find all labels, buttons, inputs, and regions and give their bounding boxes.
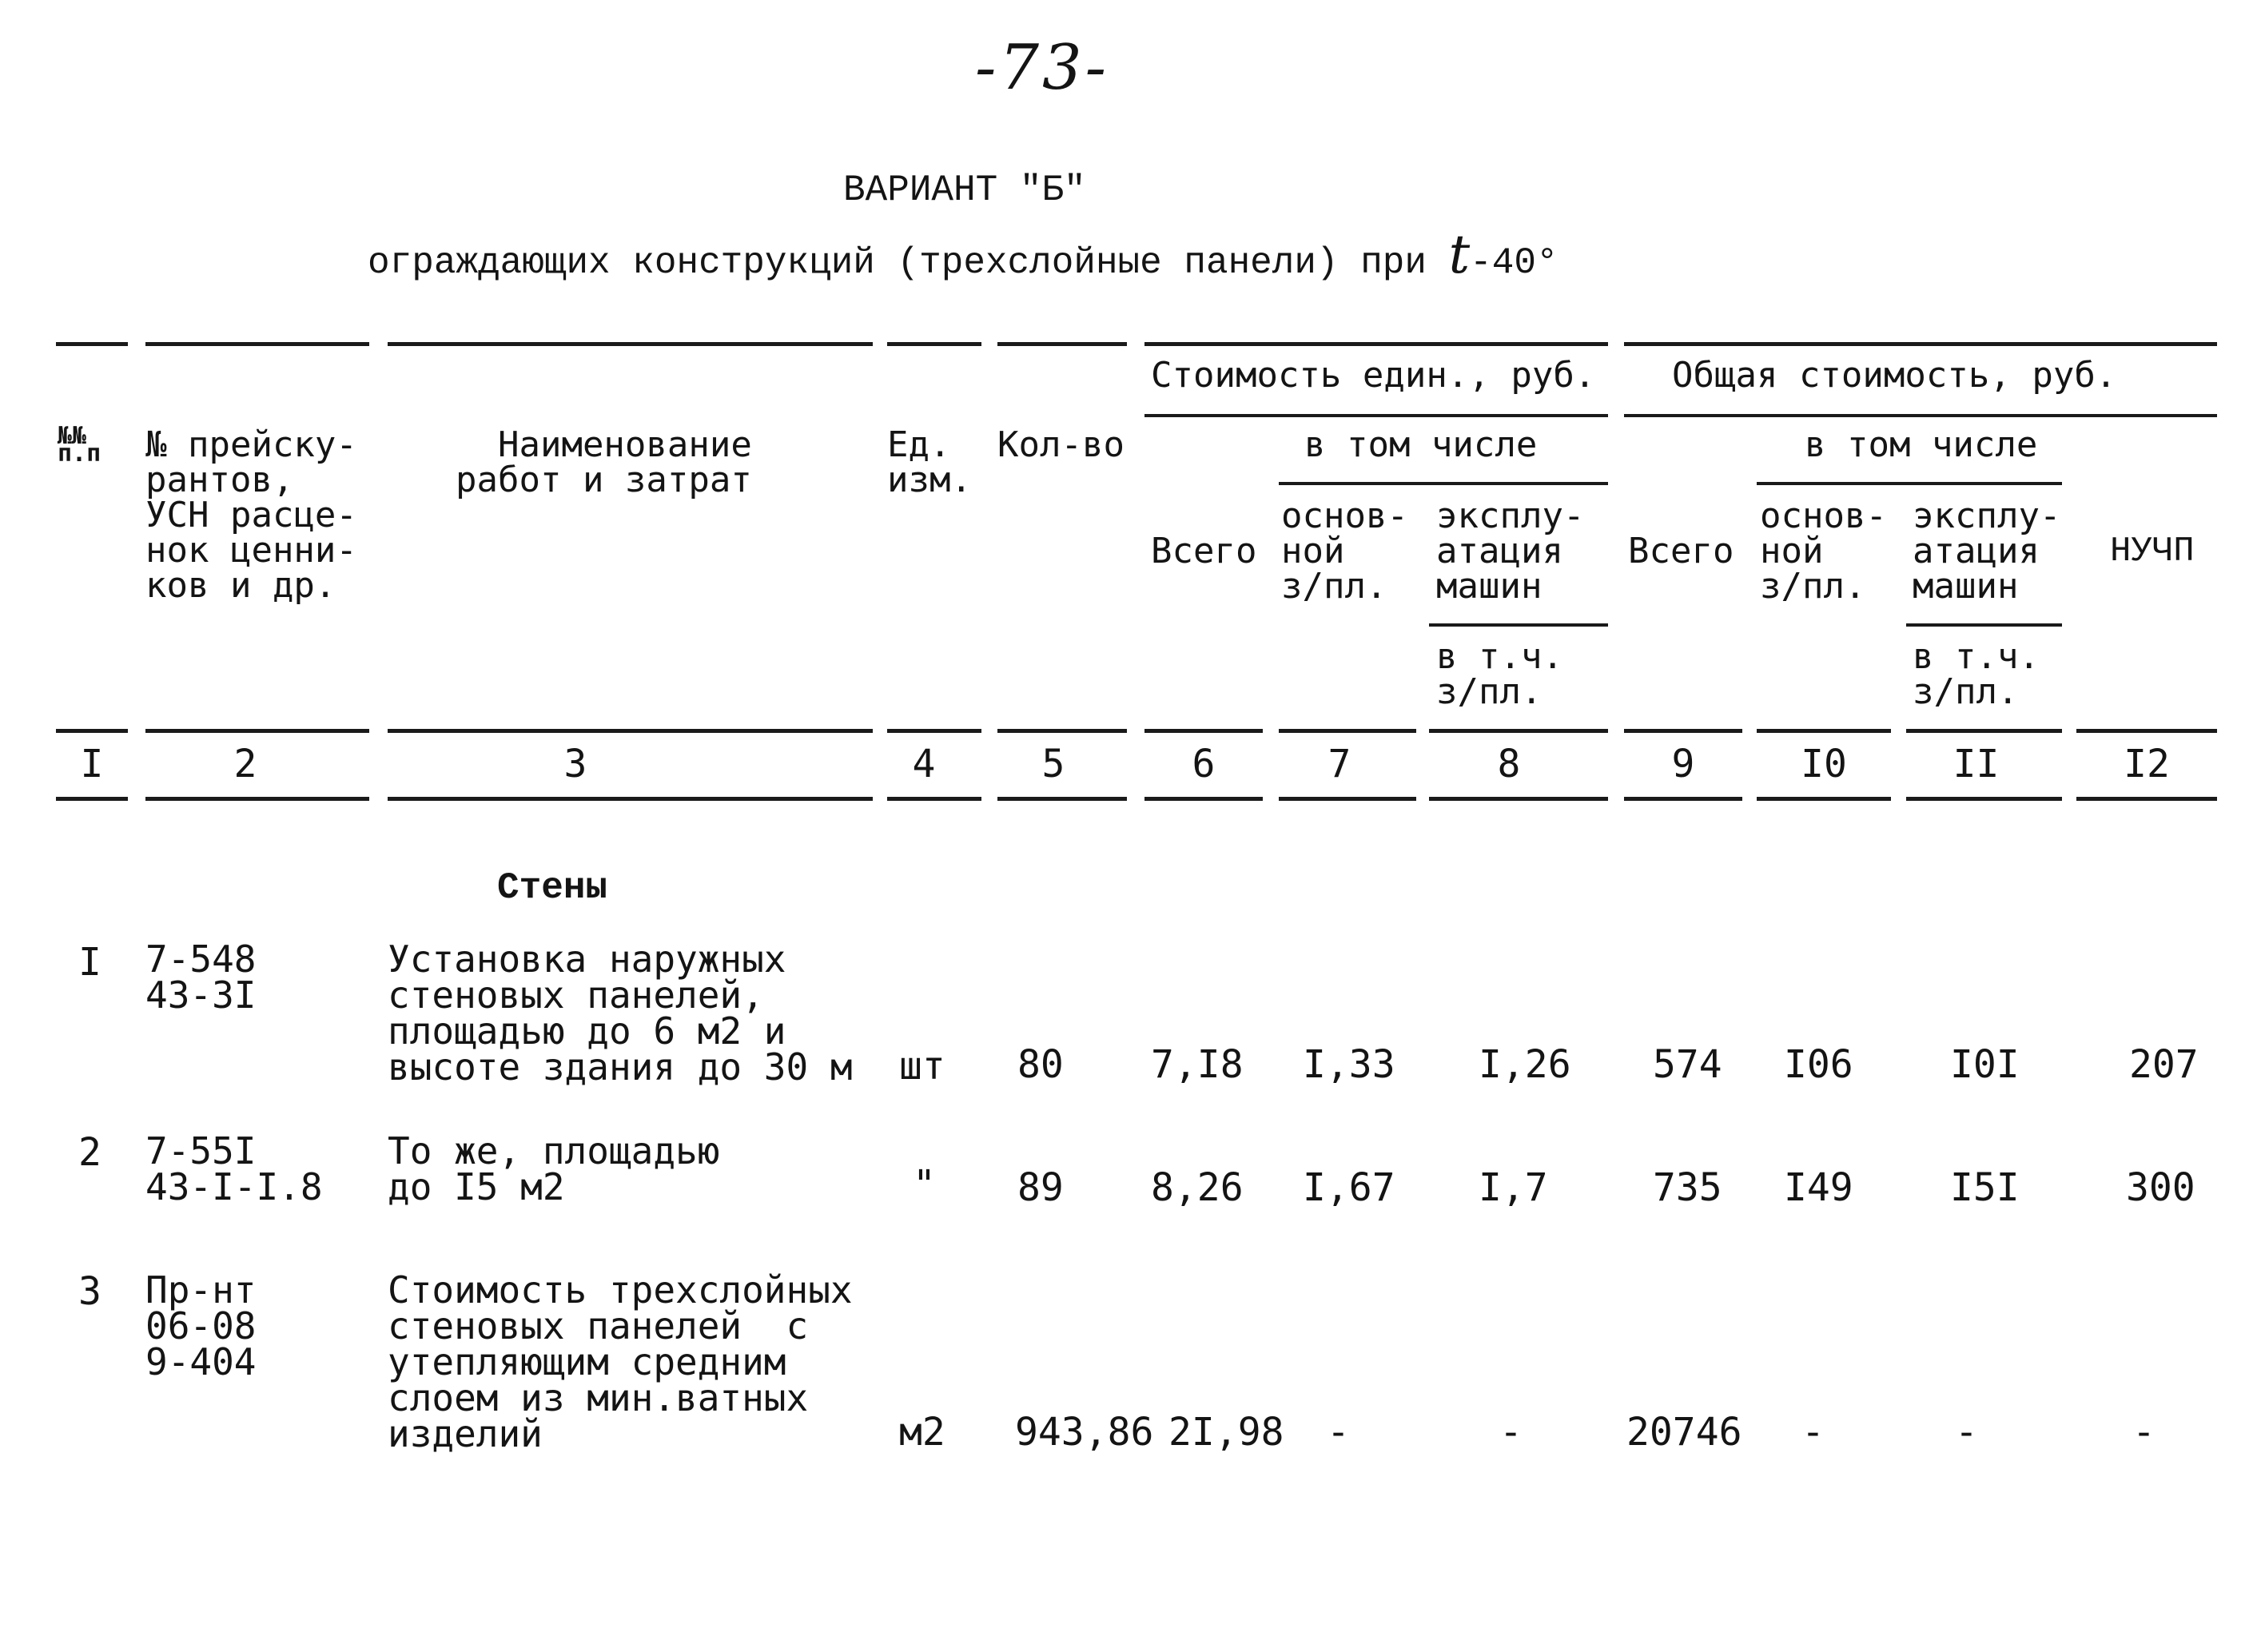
section-title: Стены (497, 867, 608, 909)
column-number: 3 (563, 742, 587, 786)
header-including-2: в том числе (1805, 424, 2038, 465)
row-unit-machines: - (1499, 1410, 1523, 1455)
row-sum-base-pay: I06 (1784, 1042, 1853, 1087)
header-unit: Ед. изм. (887, 424, 972, 500)
header-sum-machines: эксплу- атация машин (1913, 496, 2061, 607)
header-unit-cost: Стоимость един., руб. (1151, 355, 1596, 396)
column-number: I0 (1801, 742, 1847, 786)
row-unit-machines: I,7 (1479, 1165, 1548, 1210)
row-unit-total: 7,I8 (1151, 1042, 1244, 1087)
row-sum-base-pay: - (1801, 1410, 1825, 1455)
header-quantity: Кол-во (997, 424, 1125, 465)
page-number: -73- (975, 32, 1109, 104)
row-price-code: Пр-нт 06-08 9-404 (145, 1268, 257, 1383)
row-sum-machines: I5I (1950, 1165, 2020, 1210)
column-number: 8 (1497, 742, 1521, 786)
row-sum-machines: I0I (1950, 1042, 2020, 1087)
header-total-cost: Общая стоимость, руб. (1672, 355, 2117, 396)
row-unit-machines: I,26 (1479, 1042, 1571, 1087)
row-nuchp: - (2132, 1410, 2156, 1455)
row-sum-total: 574 (1653, 1042, 1722, 1087)
row-unit-total: 2I,98 (1168, 1410, 1284, 1455)
header-sum-total: Всего (1628, 531, 1734, 571)
header-unit-base-pay: основ- ной з/пл. (1281, 496, 1408, 607)
header-unit-machines-pay: в т.ч. з/пл. (1436, 636, 1563, 712)
header-nuchp: НУЧП (2110, 531, 2195, 571)
row-sum-total: 20746 (1626, 1410, 1742, 1455)
column-number: 9 (1671, 742, 1695, 786)
header-sum-machines-pay: в т.ч. з/пл. (1913, 636, 2040, 712)
header-unit-machines: эксплу- атация машин (1436, 496, 1585, 607)
row-nuchp: 207 (2129, 1042, 2199, 1087)
row-sum-machines: - (1955, 1410, 1978, 1455)
row-unit-base-pay: I,33 (1303, 1042, 1395, 1087)
row-quantity: 80 (1017, 1042, 1064, 1087)
header-including: в том числе (1304, 424, 1538, 465)
row-number: I (78, 940, 102, 985)
row-price-code: 7-548 43-3I (145, 937, 257, 1017)
column-number: I (80, 742, 104, 786)
table-subtitle (368, 224, 1558, 285)
row-unit: м2 (899, 1410, 945, 1455)
variant-title: ВАРИАНТ "Б" (843, 169, 1086, 211)
subtitle-t-symbol: t (1448, 224, 1471, 285)
row-unit-total: 8,26 (1151, 1165, 1244, 1210)
row-unit: шт (899, 1044, 945, 1089)
row-work-name: То же, площадью до I5 м2 (388, 1129, 720, 1208)
header-work-name: Наименование работ и затрат (456, 424, 752, 500)
row-sum-base-pay: I49 (1784, 1165, 1853, 1210)
column-number: II (1953, 742, 2000, 786)
header-unit-total: Всего (1151, 531, 1257, 571)
column-number: 5 (1041, 742, 1065, 786)
column-number: 2 (233, 742, 257, 786)
row-unit-base-pay: - (1327, 1410, 1350, 1455)
subtitle-text: ограждающих конструкций (трехслойные панели) при (368, 242, 1427, 284)
column-number: 7 (1328, 742, 1351, 786)
row-price-code: 7-55I 43-I-I.8 (145, 1129, 323, 1208)
row-number: 3 (78, 1269, 102, 1314)
row-work-name: Стоимость трехслойных стеновых панелей с утепляющим средним слоем из мин.ватных изделий (388, 1268, 853, 1455)
header-price-code: № прейску- рантов, УСН расце- нок ценни- ков и др. (145, 424, 357, 606)
row-number: 2 (78, 1130, 102, 1175)
header-row-number: №№ п.п (58, 422, 102, 468)
row-sum-total: 735 (1653, 1165, 1722, 1210)
subtitle-temperature: -40° (1470, 242, 1558, 284)
column-number: I2 (2124, 742, 2170, 786)
row-unit-base-pay: I,67 (1303, 1165, 1395, 1210)
row-unit: " (913, 1162, 936, 1207)
row-quantity: 943,86 (1015, 1410, 1154, 1455)
column-number: 6 (1192, 742, 1216, 786)
column-number: 4 (912, 742, 936, 786)
header-sum-base-pay: основ- ной з/пл. (1760, 496, 1887, 607)
row-quantity: 89 (1017, 1165, 1064, 1210)
row-nuchp: 300 (2126, 1165, 2195, 1210)
row-work-name: Установка наружных стеновых панелей, площадью до 6 м2 и высоте здания до 30 м (388, 937, 853, 1089)
